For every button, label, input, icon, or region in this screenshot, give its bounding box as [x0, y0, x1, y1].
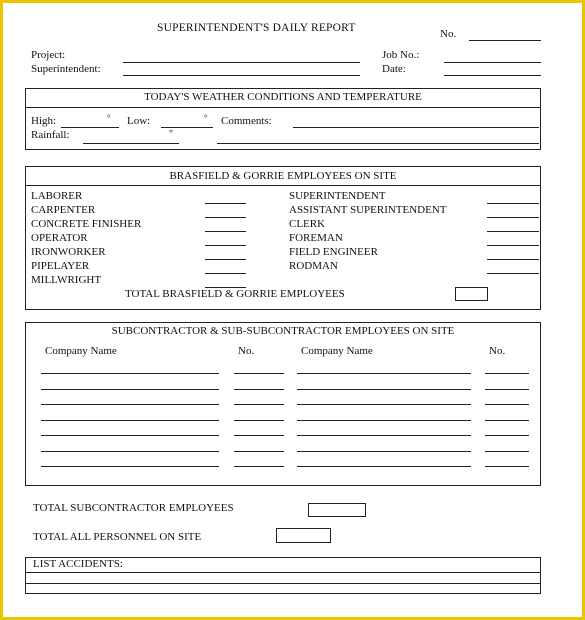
company-name-right-field[interactable]: [297, 466, 471, 467]
role-carpenter: CARPENTER: [31, 204, 96, 216]
operator-count-field[interactable]: [205, 245, 246, 246]
role-laborer: LABORER: [31, 190, 83, 202]
list-accidents-label: LIST ACCIDENTS:: [33, 558, 123, 570]
report-no-field[interactable]: [469, 40, 541, 41]
assistant-superintendent-count-field[interactable]: [487, 217, 539, 218]
count-right-field[interactable]: [485, 466, 529, 467]
clerk-count-field[interactable]: [487, 231, 539, 232]
role-foreman: FOREMAN: [289, 232, 343, 244]
ironworker-count-field[interactable]: [205, 259, 246, 260]
total-bg-employees-label: TOTAL BRASFIELD & GORRIE EMPLOYEES: [125, 288, 345, 300]
rodman-count-field[interactable]: [487, 273, 539, 274]
high-degree-symbol: °: [107, 113, 111, 123]
subcontractor-heading: SUBCONTRACTOR & SUB-SUBCONTRACTOR EMPLOYEES ON SITE: [111, 325, 455, 337]
pipelayer-count-field[interactable]: [205, 273, 246, 274]
low-temp-label: Low:: [127, 115, 151, 127]
accidents-divider-1: [26, 572, 540, 573]
high-temp-field[interactable]: [61, 127, 119, 128]
company-name-right-field[interactable]: [297, 435, 471, 436]
rainfall-label: Rainfall:: [31, 129, 70, 141]
count-right-field[interactable]: [485, 420, 529, 421]
role-millwright: MILLWRIGHT: [31, 274, 102, 286]
count-left-field[interactable]: [234, 404, 284, 405]
role-clerk: CLERK: [289, 218, 326, 230]
employees-divider: [26, 185, 540, 186]
company-name-header-right: Company Name: [301, 345, 373, 357]
total-bg-employees-box[interactable]: [455, 287, 488, 301]
count-right-field[interactable]: [485, 435, 529, 436]
field-engineer-count-field[interactable]: [487, 259, 539, 260]
count-header-left: No.: [238, 345, 255, 357]
count-left-field[interactable]: [234, 451, 284, 452]
employees-heading: BRASFIELD & GORRIE EMPLOYEES ON SITE: [169, 170, 397, 182]
role-rodman: RODMAN: [289, 260, 338, 272]
role-concrete-finisher: CONCRETE FINISHER: [31, 218, 142, 230]
role-ironworker: IRONWORKER: [31, 246, 106, 258]
total-subcontractor-label: TOTAL SUBCONTRACTOR EMPLOYEES: [33, 502, 234, 514]
total-personnel-label: TOTAL ALL PERSONNEL ON SITE: [33, 531, 202, 543]
rainfall-inch-symbol: ": [169, 129, 174, 140]
company-name-left-field[interactable]: [41, 389, 219, 390]
accidents-field-line[interactable]: [26, 583, 541, 584]
total-personnel-box[interactable]: [276, 528, 331, 543]
role-operator: OPERATOR: [31, 232, 88, 244]
project-field[interactable]: [123, 62, 360, 63]
count-left-field[interactable]: [234, 435, 284, 436]
company-name-left-field[interactable]: [41, 404, 219, 405]
count-right-field[interactable]: [485, 404, 529, 405]
company-name-right-field[interactable]: [297, 451, 471, 452]
project-label: Project:: [31, 49, 66, 61]
rainfall-field[interactable]: [83, 143, 179, 144]
count-right-field[interactable]: [485, 451, 529, 452]
low-degree-symbol: °: [204, 113, 208, 123]
page-title: SUPERINTENDENT'S DAILY REPORT: [157, 22, 356, 34]
role-pipelayer: PIPELAYER: [31, 260, 90, 272]
weather-heading: TODAY'S WEATHER CONDITIONS AND TEMPERATURE: [144, 91, 422, 103]
count-header-right: No.: [489, 345, 506, 357]
count-right-field[interactable]: [485, 389, 529, 390]
superintendent-count-field[interactable]: [487, 203, 539, 204]
role-assistant-superintendent: ASSISTANT SUPERINTENDENT: [289, 204, 447, 216]
company-name-right-field[interactable]: [297, 389, 471, 390]
concrete-finisher-count-field[interactable]: [205, 231, 246, 232]
high-temp-label: High:: [31, 115, 57, 127]
weather-section: [25, 88, 541, 150]
superintendent-field[interactable]: [123, 75, 360, 76]
company-name-header-left: Company Name: [45, 345, 117, 357]
company-name-left-field[interactable]: [41, 435, 219, 436]
count-left-field[interactable]: [234, 466, 284, 467]
company-name-left-field[interactable]: [41, 451, 219, 452]
role-superintendent: SUPERINTENDENT: [289, 190, 386, 202]
company-name-left-field[interactable]: [41, 466, 219, 467]
count-right-field[interactable]: [485, 373, 529, 374]
company-name-left-field[interactable]: [41, 420, 219, 421]
total-subcontractor-box[interactable]: [308, 503, 366, 517]
company-name-right-field[interactable]: [297, 420, 471, 421]
count-left-field[interactable]: [234, 373, 284, 374]
comments-field-line-2[interactable]: [217, 143, 539, 144]
foreman-count-field[interactable]: [487, 245, 539, 246]
company-name-right-field[interactable]: [297, 404, 471, 405]
job-no-label: Job No.:: [382, 49, 420, 61]
carpenter-count-field[interactable]: [205, 217, 246, 218]
comments-label: Comments:: [221, 115, 272, 127]
company-name-left-field[interactable]: [41, 373, 219, 374]
count-left-field[interactable]: [234, 420, 284, 421]
laborer-count-field[interactable]: [205, 203, 246, 204]
date-field[interactable]: [444, 75, 541, 76]
report-no-label: No.: [440, 28, 457, 40]
company-name-right-field[interactable]: [297, 373, 471, 374]
count-left-field[interactable]: [234, 389, 284, 390]
job-no-field[interactable]: [444, 62, 541, 63]
role-field-engineer: FIELD ENGINEER: [289, 246, 378, 258]
date-label: Date:: [382, 63, 406, 75]
comments-field-line-1[interactable]: [293, 127, 539, 128]
superintendent-label: Superintendent:: [31, 63, 101, 75]
weather-divider: [26, 107, 540, 108]
